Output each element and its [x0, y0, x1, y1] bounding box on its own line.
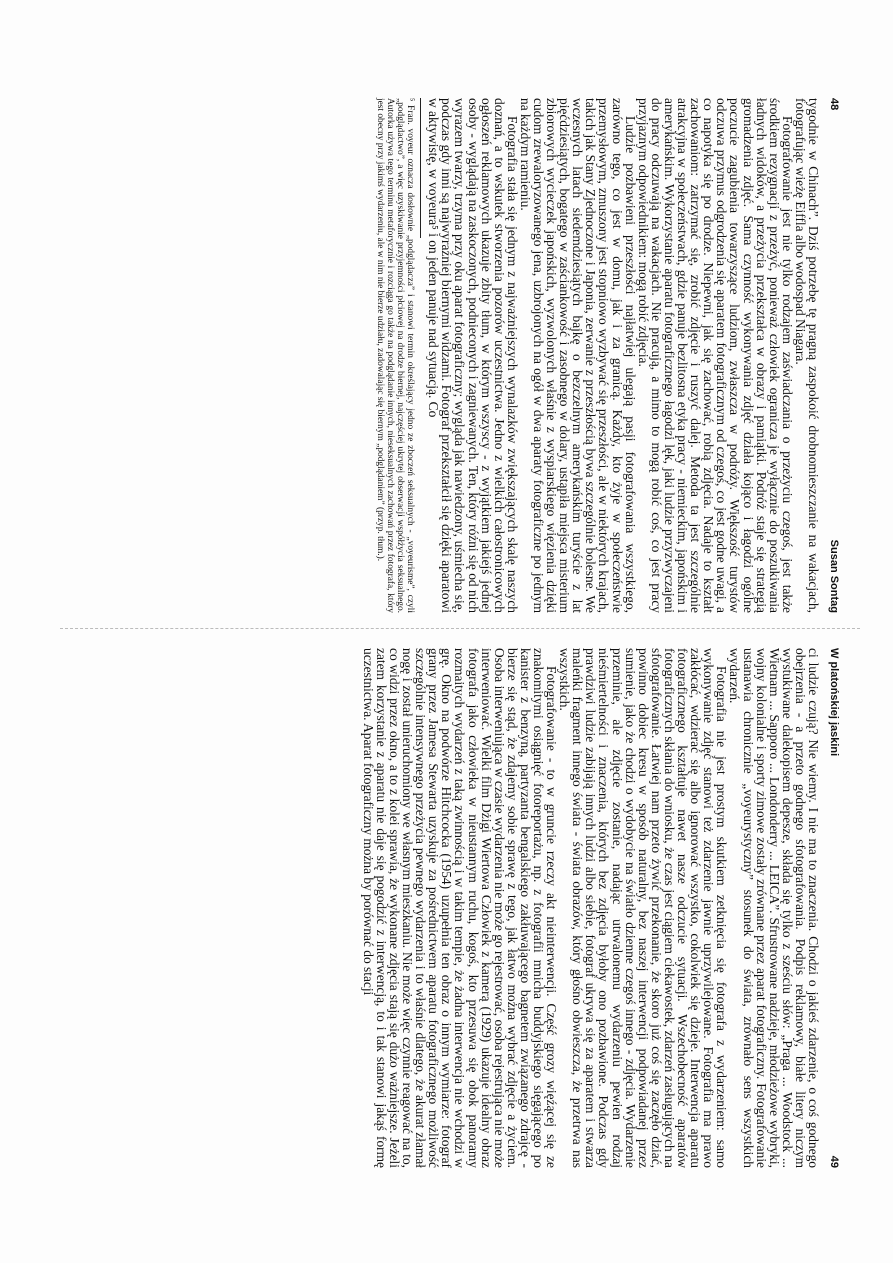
page-49: [362, 648, 840, 1168]
body-text: [427, 98, 820, 613]
page-number: 49: [828, 1155, 840, 1168]
running-head-title: W platońskiej jaskini: [828, 648, 840, 757]
page-48: [374, 98, 840, 613]
paragraph: Ludzie pozbawieni przeszłości najłatwiej ulegają pasji fotografowania wszystkiego, zarówno tego, co jest w domu, jak i za granicą. Każdy, kto żyje w społeczeństwie przemysłowym, zmuszony jest stopniowo wyzbywać się przeszłości, ale w niektórych krajach, takich jak Stany Zjednoczone i Japonia, zerwanie z przeszłością bywa szczególnie bolesne. We wczesnych latach siedemdziesiątych bajkę o bezczelnym amerykańskim turyście z lat pięćdziesiątych, bogatego w zaściankowość i zasobnego w dolary, ustąpiła miejsca misterium zbiorowych wycieczek japońskich, wyzwolonych właśnie z wyspiarskiego więzienia dzięki cudom zrewaloryzowanego jena, uzbrojonych na ogół w dwa aparaty fotograficzne po jednym na każdym ramieniu.: [517, 98, 638, 613]
body-text: [362, 648, 820, 1168]
footnote-text: ⁵ Fran. voyeur oznacza dosłownie „podglądacza” i stanowi termin określający jedno ze zboczeń seksualnych - „voyeurisme”, czyli „podglądactwo”, a więc uzyskiwanie przyjemności płciowej na drodze biernej, najczęściej ukrytej obserwacji współżycia seksualnego. Autorka używa tego terminu metaforycznie i rozciąga go także na podglądanie innych, nieseksualnych zachowań przez fotografa, który jest obecny przy jakimś wydarzeniu, ale w nim nie bierze udziału, zadowalając się biernym „podglądaniem” (przyp. tłum.).: [374, 98, 416, 613]
page-divider: [60, 628, 860, 629]
page-number: 48: [828, 98, 840, 111]
paragraph: ci ludzie czują? Nie wiemy. I nie ma to znaczenia. Chodzi o jakieś zdarzenie, o coś godnego obejrzenia - a przeto godnego sfotografowania. Podpis reklamowy, białe litery niczym wystukiwane dalekopisem depesze, składa się tylko z sześciu słów: „Praga ... Woodstock ... Wietnam ... Sapporo ... Londonderry ... LEICA”. Sfrustrowane nadzieje, młodzieżowe wybryki, wojny kolonialne i sporty zimowe zostały zrównane przez aparat fotograficzny. Fotografowanie ustanawia chronicznie „voyeurystyczny” stosunek do świata, zrównało sens wszystkich wydarzeń.: [727, 648, 821, 1168]
running-head-title: Susan Sontag: [828, 539, 840, 613]
running-header: [828, 98, 840, 613]
paragraph: tygodnie w Chinach”. Dziś potrzebę tę pragną zaspokoić drobnomieszczanie na wakacjach, fotografując wieżę Eiffla albo wodospad Niagara.: [792, 98, 821, 613]
paragraph: Fotografia nie jest prostym skutkiem zetknięcia się fotografa z wydarzeniem: samo wykonywanie zdjęć stanowi też zdarzenie jawnie uprzywilejowane. Fotografia ma prawo zakłócać, wdzierać się albo ignorować wszystko, cokolwiek się dzieje. Interwencja aparatu fotograficznego kształtuje nawet nasze odczucie sytuacji. Wszechobecność aparatów fotograficznych skłania do wniosku, że czas jest ciągiem ciekawostek, zdarzeń zasługujących na sfotografowanie. Łatwiej nam przeto żywić przekonanie, że skoro już coś się zaczęło dziać, powinno dobiec kresu w sposób naturalny, bez naszej interwencji podpowiadanej przez sumienie, jako że chodzi o wydobycie na światło dzienne czegoś innego - zdjęcia. Wydarzenie przeminie, ale zdjęcie zostanie, nadając utrwalonemu wydarzeniu pewien rodzaj nieśmiertelności i znaczenia, których bez zdjęcia byłoby ono pozbawione. Podczas gdy prawdziwi ludzie zabijają innych ludzi albo siebie, fotograf ukrywa się za aparatem i stwarza maleńki fragment innego świata - świata obrazów, który głośno obwieszcza, że przetrwa nas wszystkich.: [557, 648, 730, 1168]
footnote-rule: [420, 98, 421, 238]
footnote: [374, 98, 415, 613]
paragraph: Fotografowanie - to w gruncie rzeczy akt nieinterwencji. Część grozy więźącej się ze znakomitymi osiągnięć fotoreportażu, np. z fotografii mnicha buddyjskiego sięgającego po kanister z benzyną, partyzanta bengalskiego zakłuwającego bagnetem związanego zdrajcę - bierze się stąd, że zdajemy sobie sprawę z tego, jak łatwo można wybrać zdjęcie a życiem. Osoba interweniująca w czasie wydarzenia nie może go rejestrować, osoba rejestrująca nie może interweniować. Wielki film Dżigi Wiertowa Człowiek z kamerą (1929) ukazuje idealny obraz fotografa jako człowieka w nieustannym ruchu, kogoś, kto przesuwa się obok panoramy rozmaitych wydarzeń z taką zwinnością i w takim tempie, że żadna interwencja nie wchodzi w grę. Okno na podwórze Hitchcocka (1954) uzupełnia ten obraz o innym wymiarze: fotograf grany przez Jamesa Stewarta uzyskuje za pośrednictwem aparatu fotograficznego możliwość szczególnie intensywnego przeżycia pewnego wydarzenia i to właśnie dlatego, że akurat złamał nogę i został unieruchomiony we własnym mieszkaniu. Nie może więc czynnie reagować na to, co widzi przez okno, a to z kolei sprawia, że wykonane zdjęcia stają się dużo ważniejsze. Jeżeli zatem korzystanie z aparatu nie daje się pogodzić z interwencją, to i tak stanowi jakąś formę uczestnictwa. Aparat fotograficzny można by porównać do stacji: [360, 648, 560, 1168]
paragraph: Fotografowanie jest nie tylko rodzajem zaświadczania o przeżyciu czegoś, jest także środkiem rezygnacji z przeżyć, ponieważ człowiek ogranicza je wyłącznie do poszukiwania ładnych widoków, a przeżycia przekształca w obrazy i pamiątki. Podróż staje się strategią gromadzenia zdjęć. Sama czynność wykonywania zdjęć działa kojąco i łagodzi ogólne poczucie zagubienia towarzyszące ludziom, zwłaszcza w podróży. Większość turystów odczuwa przymus odgrodzenia się aparatem fotograficznym od czegoś, co jest godne uwagi, a co napotyka się po drodze. Niepewni, jak się zachować, robią zdjęcia. Nadaje to kształt zachowaniom: zatrzymać się, zrobić zdjęcie i ruszyć dalej. Metoda ta jest szczególnie atrakcyjna w społeczeństwach, gdzie panuje bezlitosna etyka pracy - niemieckim, japońskim i amerykańskim. Wykorzystanie aparatu fotograficznego łagodzi lęk, jaki ludzie przyzwyczajeni do pracy odczuwają na wakacjach. Nie pracują, a mimo to mogą robić coś, co jest pracy przyjaznym odpowiednikiem: mogą robić zdjęcia.: [635, 98, 795, 613]
running-header: [828, 648, 840, 1168]
paragraph: Fotografia stała się jednym z najważniejszych wynalazków zwiększających skalę naszych doznań, a to wskutek stworzenia pozorów uczestnictwa. Jedno z wielkich całostronicowych ogłoszeń reklamowych ukazuje zbity tłum, w którym wszyscy - z wyjątkiem jakiejś jednej osoby - wyglądają na zaskoczonych, podnieconych i zagniewanych. Ten, który różni się od nich wyrazem twarzy, trzyma przy oku aparat fotograficzny; wygląda jak nawiedzony, uśmiecha się, podczas gdy inni są najwyraźniej biernymi widzami. Fotograf przekształcił się dzięki aparatowi w aktywistę, w voyeura⁵ i on jeden panuje nad sytuacją. Co: [426, 98, 520, 613]
